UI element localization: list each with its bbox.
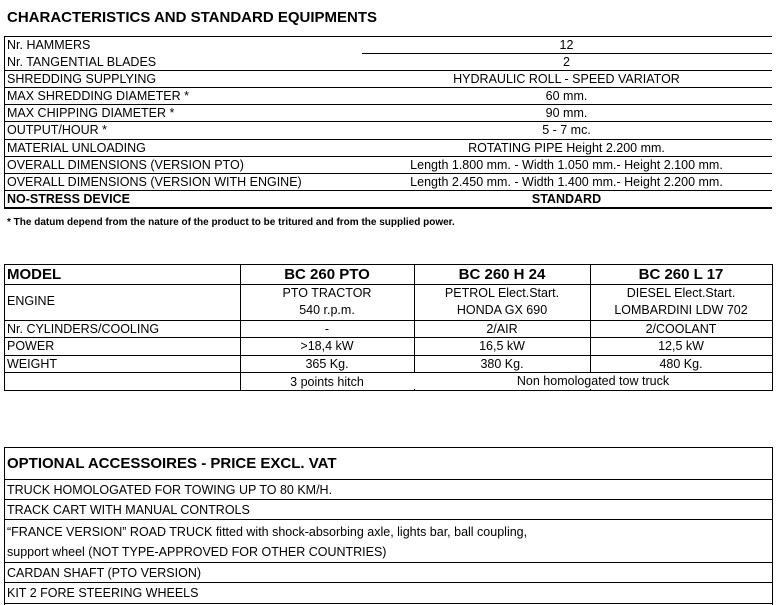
char-label: MAX SHREDDING DIAMETER * xyxy=(7,89,189,103)
engine-value: LOMBARDINI LDW 702 xyxy=(614,303,748,317)
accessory-item: TRUCK HOMOLOGATED FOR TOWING UP TO 80 KM/H. xyxy=(7,483,333,497)
engine-value: 540 r.p.m. xyxy=(299,303,355,317)
char-label: NO-STRESS DEVICE xyxy=(7,192,130,206)
char-value: 90 mm. xyxy=(545,106,588,120)
char-value: STANDARD xyxy=(531,192,602,206)
model-value: >18,4 kW xyxy=(300,339,354,353)
accessories-title: OPTIONAL ACCESSOIRES - PRICE EXCL. VAT xyxy=(7,455,337,472)
char-value: 2 xyxy=(563,55,570,69)
table-border xyxy=(4,390,773,391)
char-label: SHREDDING SUPPLYING xyxy=(7,72,157,86)
table-border xyxy=(4,603,773,604)
char-value: HYDRAULIC ROLL - SPEED VARIATOR xyxy=(453,72,680,86)
accessory-item: “FRANCE VERSION” ROAD TRUCK fitted with shock-absorbing axle, lights bar, ball coupling, xyxy=(7,525,528,539)
model-value: 12,5 kW xyxy=(658,339,704,353)
model-row-label: ENGINE xyxy=(7,294,55,308)
model-value: 2/COOLANT xyxy=(645,322,717,336)
row-divider xyxy=(4,562,773,563)
char-value: Length 1.800 mm. - Width 1.050 mm.- Height 2.100 mm. xyxy=(410,158,723,172)
model-value: 16,5 kW xyxy=(479,339,525,353)
char-value: 12 xyxy=(559,38,574,52)
table-border xyxy=(4,36,5,209)
table-border xyxy=(4,447,773,448)
model-row-label: Nr. CYLINDERS/COOLING xyxy=(7,322,160,336)
model-value: 365 Kg. xyxy=(305,357,349,371)
row-divider xyxy=(4,582,773,583)
char-label: OUTPUT/HOUR * xyxy=(7,123,107,137)
model-name: BC 260 H 24 xyxy=(458,266,546,283)
characteristics-title: CHARACTERISTICS AND STANDARD EQUIPMENTS xyxy=(7,9,378,26)
char-value: ROTATING PIPE Height 2.200 mm. xyxy=(468,141,665,155)
model-value: 480 Kg. xyxy=(659,357,703,371)
hitch-others: Non homologated tow truck xyxy=(414,373,772,389)
engine-value: HONDA GX 690 xyxy=(456,303,548,317)
char-value: 5 - 7 mc. xyxy=(542,123,591,137)
char-label: OVERALL DIMENSIONS (VERSION WITH ENGINE) xyxy=(7,175,302,189)
row-divider xyxy=(4,479,773,480)
accessory-item: CARDAN SHAFT (PTO VERSION) xyxy=(7,566,202,580)
char-label: Nr. TANGENTIAL BLADES xyxy=(7,55,157,69)
table-border xyxy=(4,207,772,209)
model-name: BC 260 L 17 xyxy=(638,266,724,283)
accessory-item: KIT 2 FORE STEERING WHEELS xyxy=(7,586,199,600)
model-value: 2/AIR xyxy=(486,322,518,336)
model-row-label: POWER xyxy=(7,339,55,353)
hitch-pto: 3 points hitch xyxy=(290,375,364,389)
accessory-item: TRACK CART WITH MANUAL CONTROLS xyxy=(7,503,250,517)
model-value: - xyxy=(324,322,330,336)
table-border xyxy=(4,264,773,265)
engine-value: PTO TRACTOR xyxy=(282,286,372,300)
accessory-item: support wheel (NOT TYPE-APPROVED FOR OTHER COUNTRIES) xyxy=(7,545,387,559)
char-value: Length 2.450 mm. - Width 1.400 mm.- Height 2.200 mm. xyxy=(410,175,723,189)
char-label: MATERIAL UNLOADING xyxy=(7,141,146,155)
row-divider xyxy=(4,519,773,520)
row-divider xyxy=(4,499,773,500)
char-label: Nr. HAMMERS xyxy=(7,38,91,52)
model-name: BC 260 PTO xyxy=(284,266,370,283)
model-row-label: WEIGHT xyxy=(7,357,57,371)
footnote: * The datum depend from the nature of the product to be tritured and from the supplied power. xyxy=(7,217,455,228)
engine-value: DIESEL Elect.Start. xyxy=(626,286,736,300)
char-value: 60 mm. xyxy=(545,89,588,103)
model-value: 380 Kg. xyxy=(480,357,524,371)
engine-value: PETROL Elect.Start. xyxy=(444,286,560,300)
char-label: MAX CHIPPING DIAMETER * xyxy=(7,106,175,120)
model-header-label: MODEL xyxy=(7,266,62,283)
char-label: OVERALL DIMENSIONS (VERSION PTO) xyxy=(7,158,244,172)
